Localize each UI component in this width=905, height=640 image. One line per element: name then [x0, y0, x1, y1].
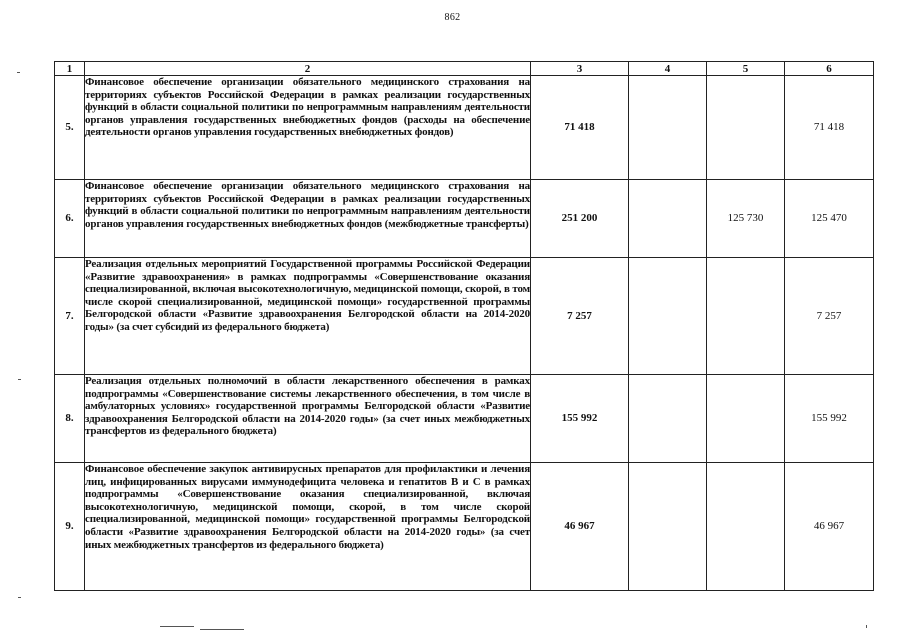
row-description: Финансовое обеспечение организации обязательного медицинского страхования на территориях субъектов Российской Федерации в рамках реализации государственных функций в области социальной политики по непрограммным направлениям деятельности органов управления государственных внебюджетных фондов (расходы на обеспечение деятельности органов управления государственных внебюджетных фондов): [85, 76, 531, 180]
row-number: 7.: [55, 258, 85, 375]
table-header-row: [55, 62, 874, 76]
scan-mark: [160, 626, 194, 627]
row-col4-value: [629, 258, 707, 375]
row-col6-value: 125 470: [785, 180, 874, 258]
row-col4-value: [629, 180, 707, 258]
row-description: Финансовое обеспечение закупок антивирусных препаратов для профилактики и лечения лиц, инфицированных вирусами иммунодефицита человека и гепатитов B и C в рамках подпрограммы «Совершенствование оказания специализированной, включая высокотехнологичную, медицинской помощи, скорой, в том числе скорой специализированной, медицинской помощи» государственной программы Белгородской области «Развитие здравоохранения Белгородской области на 2014-2020 годы» (за счет иных межбюджетных трансфертов из федерального бюджета): [85, 463, 531, 591]
table-row: [55, 76, 874, 180]
scan-mark: [18, 597, 21, 598]
page-number: 862: [444, 12, 461, 23]
row-col4-value: [629, 463, 707, 591]
row-number: 5.: [55, 76, 85, 180]
row-col5-value: [707, 375, 785, 463]
row-col4-value: [629, 375, 707, 463]
column-header-5: 5: [707, 62, 785, 76]
row-total-value: 71 418: [531, 76, 629, 180]
column-header-1: 1: [55, 62, 85, 76]
scan-mark: [17, 72, 20, 73]
row-total-value: 7 257: [531, 258, 629, 375]
row-total-value: 251 200: [531, 180, 629, 258]
column-header-3: 3: [531, 62, 629, 76]
scan-mark: [866, 625, 867, 628]
scan-mark: [18, 379, 21, 380]
row-col4-value: [629, 76, 707, 180]
table-row: [55, 375, 874, 463]
row-total-value: 155 992: [531, 375, 629, 463]
row-col6-value: 155 992: [785, 375, 874, 463]
table-row: [55, 258, 874, 375]
row-number: 6.: [55, 180, 85, 258]
column-header-2: 2: [85, 62, 531, 76]
column-header-6: 6: [785, 62, 874, 76]
row-col6-value: 46 967: [785, 463, 874, 591]
scan-mark: [200, 629, 244, 630]
row-number: 8.: [55, 375, 85, 463]
table-row: [55, 463, 874, 591]
row-description: Финансовое обеспечение организации обязательного медицинского страхования на территориях субъектов Российской Федерации в рамках реализации государственных функций в области социальной политики по непрограммным направлениям деятельности органов управления государственных внебюджетных фондов (межбюджетные трансферты): [85, 180, 531, 258]
row-description: Реализация отдельных полномочий в области лекарственного обеспечения в рамках подпрограммы «Совершенствование системы лекарственного обеспечения, в том числе в амбулаторных условиях» государственной программы Белгородской области «Развитие здравоохранения Белгородской области на 2014-2020 годы» (за счет иных межбюджетных трансфертов из федерального бюджета): [85, 375, 531, 463]
row-col5-value: [707, 76, 785, 180]
column-header-4: 4: [629, 62, 707, 76]
budget-table: [54, 61, 874, 591]
row-col5-value: 125 730: [707, 180, 785, 258]
row-col5-value: [707, 258, 785, 375]
row-description: Реализация отдельных мероприятий Государственной программы Российской Федерации «Развитие здравоохранения» в рамках подпрограммы «Совершенствование оказания специализированной, включая высокотехнологичную, медицинской помощи, скорой, в том числе скорой специализированной, медицинской помощи» государственной программы Белгородской области «Развитие здравоохранения Белгородской области на 2014-2020 годы» (за счет субсидий из федерального бюджета): [85, 258, 531, 375]
row-col6-value: 7 257: [785, 258, 874, 375]
row-col5-value: [707, 463, 785, 591]
row-total-value: 46 967: [531, 463, 629, 591]
row-col6-value: 71 418: [785, 76, 874, 180]
table-row: [55, 180, 874, 258]
row-number: 9.: [55, 463, 85, 591]
